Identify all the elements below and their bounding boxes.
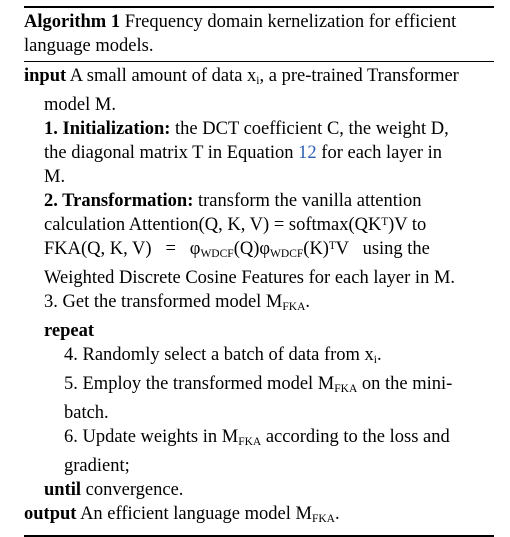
step-2-cont: calculation Attention(Q, K, V) = softmax(QKᵀ)V to: [44, 215, 427, 235]
step-1-cont2: M.: [44, 167, 66, 187]
repeat-line: repeat: [44, 321, 94, 341]
algorithm-box: [24, 6, 494, 537]
input-line-cont: model M.: [44, 95, 116, 115]
step-2-cont3: Weighted Discrete Cosine Features for each layer in M.: [44, 268, 456, 288]
output-line: output An efficient language model $M_{FKA}$.: [24, 504, 340, 525]
step-4: 4. Randomly select a batch of data from $x_i$.: [64, 345, 382, 366]
until-line: until convergence.: [44, 480, 184, 500]
step-2-cont2: FKA(Q, K, V) = $\varphi_{WDCF}(Q)\varphi_{WDCF}(K)ᵀV$ using the: [44, 239, 430, 260]
step-1-cont: the diagonal matrix T in Equation 12 for each layer in: [44, 143, 442, 163]
algorithm-caption: [24, 8, 494, 61]
step-1: 1. Initialization: the DCT coefficient C, the weight D,: [44, 119, 449, 139]
step-5: 5. Employ the transformed model $M_{FKA}$ on the mini-: [64, 374, 453, 395]
step-5-cont: batch.: [64, 403, 109, 423]
algorithm-title: Frequency domain kernelization for efficient: [124, 12, 457, 32]
algorithm-label: Algorithm 1: [24, 12, 121, 32]
step-6: 6. Update weights in $M_{FKA}$ according to the loss and: [64, 427, 450, 448]
step-6-cont: gradient;: [64, 456, 130, 476]
equation-reference-link[interactable]: 12: [298, 143, 317, 163]
step-3: 3. Get the transformed model $M_{FKA}$.: [44, 292, 311, 313]
algorithm-body: [24, 62, 494, 535]
input-line: input A small amount of data $x_i$, a pre-trained Transformer: [24, 66, 459, 87]
step-2: 2. Transformation: transform the vanilla attention: [44, 191, 422, 211]
algorithm-title-cont: language models.: [24, 36, 154, 56]
